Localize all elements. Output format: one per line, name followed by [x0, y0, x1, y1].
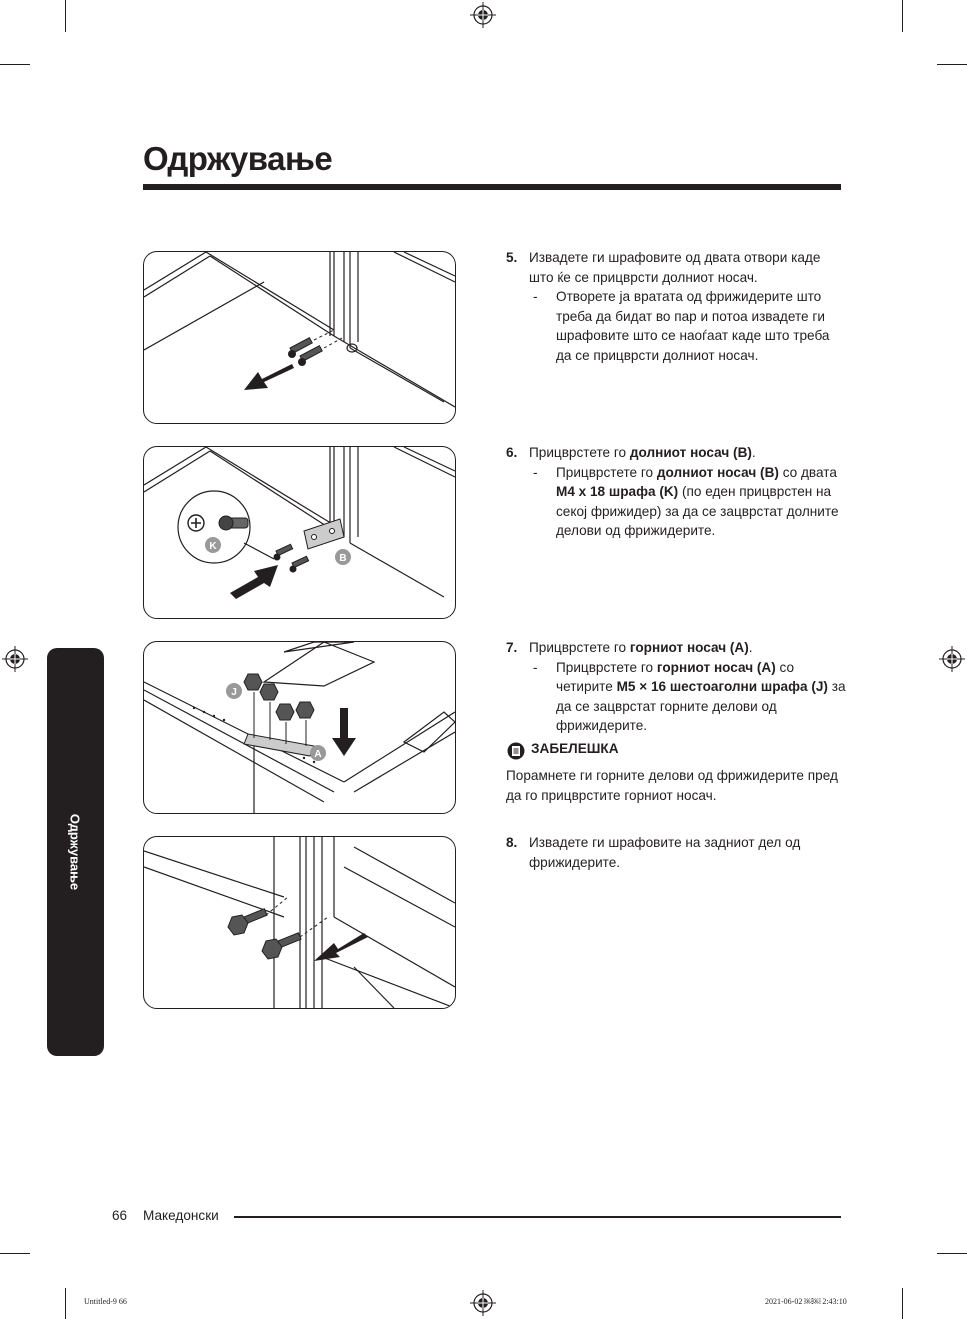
crop-mark	[65, 1288, 66, 1319]
crop-mark	[0, 1253, 30, 1254]
note-text: Порамнете ги горните делови од фрижидерите пред да го прицврстите горниот носач.	[506, 768, 838, 803]
figure-attach-upper-bracket	[143, 641, 456, 814]
registration-mark-icon	[2, 646, 28, 672]
step-subitem: - Прицврстете го горниот носач (A) со четирите M5 × 16 шестоаголни шрафа (J) за да се зацврстат горните делови од фрижидерите.	[533, 659, 846, 733]
crop-mark	[902, 1288, 903, 1319]
step-number: 8.	[506, 835, 518, 850]
crop-mark	[902, 0, 903, 32]
print-info-right: 2021-06-02 ￼￼ 2:43:10	[765, 1297, 847, 1306]
label-j: J	[231, 687, 237, 698]
footer-language: Македонски	[143, 1208, 219, 1223]
title-rule	[143, 184, 841, 190]
crop-mark	[0, 64, 30, 65]
page-number: 66	[112, 1208, 128, 1223]
step-number: 5.	[506, 250, 518, 265]
label-k: K	[209, 541, 217, 552]
crop-mark	[937, 1253, 967, 1254]
crop-mark	[937, 64, 967, 65]
registration-mark-icon	[939, 646, 965, 672]
page-title: Одржување	[143, 140, 333, 177]
sub-dash: -	[533, 659, 538, 675]
step-subitem	[533, 287, 846, 365]
sub-text: Отворете ја вратата од фрижидерите што треба да бидат во пар и потоа извадете ги шрафовите што се наоѓаат каде што треба да се прицврсти долниот носач.	[556, 289, 830, 363]
sub-dash: -	[533, 289, 538, 304]
registration-mark-icon	[470, 2, 496, 28]
step-text: Извадете ги шрафовите од двата отвори каде што ќе се прицврсти долниот носач.	[529, 250, 821, 285]
step-8	[506, 833, 846, 872]
step-5	[506, 248, 846, 365]
note-heading: ЗАБЕЛЕШКА	[531, 741, 619, 756]
step-text: Прицврстете го долниот носач (B).	[529, 445, 756, 460]
step-7	[506, 638, 846, 736]
step-6	[506, 443, 846, 541]
figure-remove-screws-bottom	[143, 251, 456, 424]
step-text: Прицврстете го горниот носач (A).	[529, 640, 753, 655]
registration-mark-icon	[470, 1290, 496, 1316]
label-b: B	[339, 553, 347, 564]
crop-mark	[65, 0, 66, 32]
side-tab-label: Одржување	[67, 813, 83, 891]
sub-dash: -	[533, 464, 538, 480]
step-subitem: - Прицврстете го долниот носач (B) со двата M4 x 18 шрафа (K) (по еден прицврстен на секој фрижидер) за да се зацврстат долните делови од фрижидерите.	[533, 464, 839, 538]
step-number: 6.	[506, 445, 518, 460]
label-a: A	[314, 749, 322, 760]
footer-rule	[234, 1216, 841, 1218]
step-text: Извадете ги шрафовите на задниот дел од фрижидерите.	[529, 835, 801, 870]
step-number: 7.	[506, 640, 518, 655]
figure-remove-rear-screws	[143, 836, 456, 1009]
print-info-left: Untitled-9 66	[84, 1297, 127, 1306]
figure-attach-lower-bracket	[143, 446, 456, 619]
note-icon	[507, 742, 525, 760]
